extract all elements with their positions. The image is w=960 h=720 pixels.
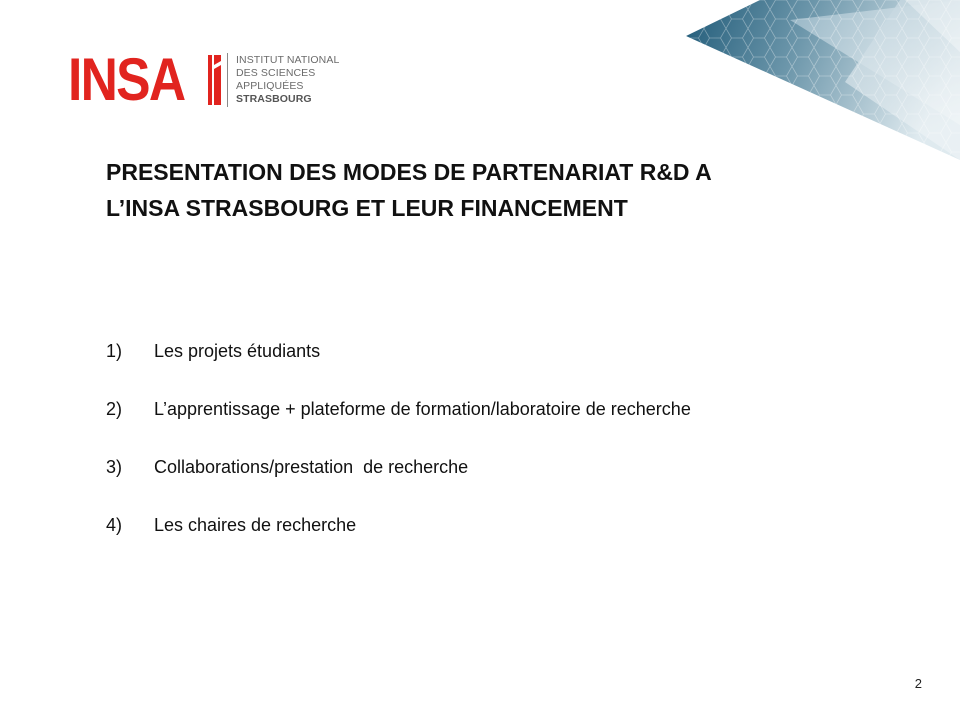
list-item-text: L’apprentissage + plateforme de formation/laboratoire de recherche: [154, 399, 691, 419]
list-item-number: 4): [106, 515, 123, 535]
list-item-number: 2): [106, 399, 123, 419]
list-item-text: Les projets étudiants: [154, 341, 321, 361]
insa-logo: [68, 46, 340, 113]
logo-divider: [227, 53, 228, 107]
list-item: [106, 452, 691, 510]
logo-stripes-icon: [208, 55, 221, 105]
page-number: 2: [914, 676, 922, 691]
logo-line: DES SCIENCES: [236, 67, 316, 79]
list-item: [106, 336, 691, 394]
list-item: [106, 394, 691, 452]
logo-line: STRASBOURG: [236, 93, 312, 105]
slide-title: [106, 154, 866, 226]
list-item: [106, 510, 691, 568]
list-item-number: 1): [106, 341, 123, 361]
logo-wordmark: INSA: [68, 46, 185, 113]
logo-line: APPLIQUÉES: [236, 80, 304, 92]
list-item-text: Collaborations/prestation de recherche: [154, 457, 469, 477]
list-item-number: 3): [106, 457, 123, 477]
slide-title-line: PRESENTATION DES MODES DE PARTENARIAT R&D A: [106, 159, 712, 185]
logo-line: INSTITUT NATIONAL: [236, 54, 340, 66]
logo-institution-name: [236, 54, 339, 106]
list-item-text: Les chaires de recherche: [154, 515, 357, 535]
numbered-list: [106, 336, 691, 568]
slide-title-line: L’INSA STRASBOURG ET LEUR FINANCEMENT: [106, 195, 628, 221]
